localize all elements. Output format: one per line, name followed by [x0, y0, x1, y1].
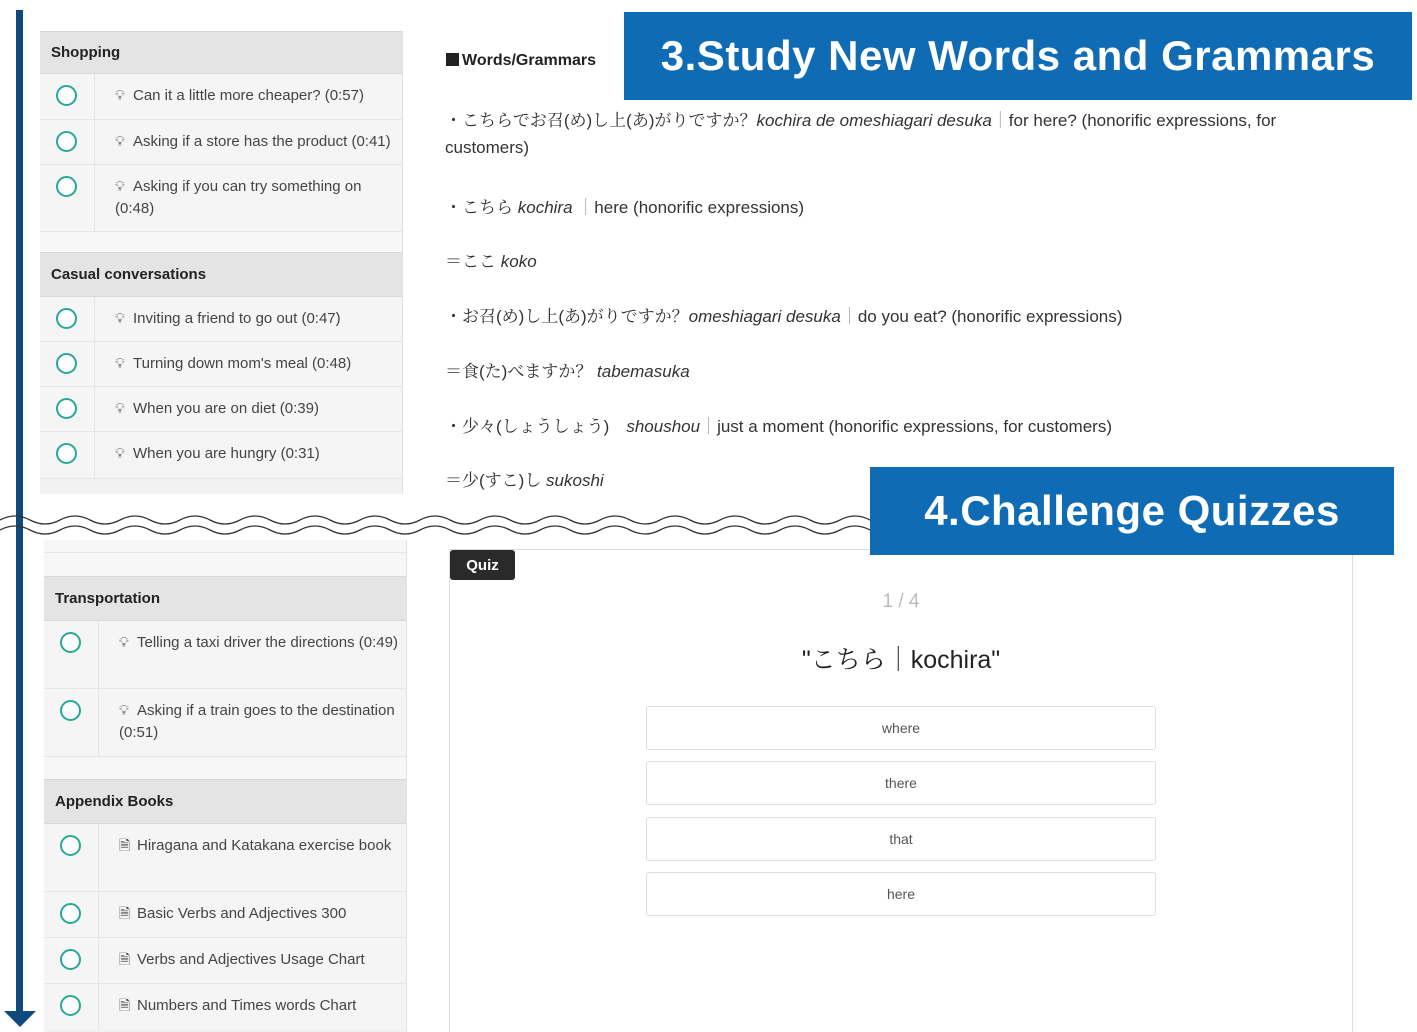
- romaji: koko: [500, 252, 537, 271]
- study-banner: 3.Study New Words and Grammars: [624, 12, 1412, 100]
- section-title: Casual conversations: [51, 266, 207, 283]
- lightbulb-icon: 💡︎: [115, 133, 125, 149]
- jp-text: ・こちら: [445, 198, 518, 217]
- lesson-label: When you are hungry (0:31): [133, 445, 320, 462]
- book-item[interactable]: [44, 824, 406, 892]
- lesson-label: Telling a taxi driver the directions (0:49): [137, 634, 398, 651]
- section-header-transportation: [44, 576, 406, 621]
- circle-icon: [60, 903, 81, 924]
- meaning-cont: customers): [445, 138, 530, 157]
- section-gap: [44, 757, 406, 779]
- lightbulb-icon: 💡︎: [119, 702, 129, 718]
- meaning: do you eat? (honorific expressions): [857, 307, 1123, 326]
- lightbulb-icon: 💡︎: [115, 87, 125, 103]
- romaji: kochira: [517, 198, 573, 217]
- cut-row: [44, 540, 406, 553]
- circle-icon: [56, 176, 77, 197]
- meaning: just a moment (honorific expressions, for customers): [717, 417, 1112, 436]
- romaji: kochira de omeshiagari desuka: [756, 111, 992, 130]
- completion-checkbox[interactable]: [44, 689, 99, 756]
- lesson-item[interactable]: [40, 342, 402, 387]
- section-header-shopping: [40, 31, 402, 74]
- lesson-list-top: [40, 31, 403, 494]
- separator: ｜: [840, 307, 858, 326]
- section-header-appendix: [44, 779, 406, 824]
- lesson-item[interactable]: [40, 165, 402, 232]
- circle-icon: [56, 398, 77, 419]
- lightbulb-icon: 💡︎: [115, 178, 125, 194]
- lesson-item[interactable]: [40, 120, 402, 165]
- grammar-line-7: [445, 466, 604, 491]
- grammar-line-6: [445, 412, 1112, 437]
- document-icon: 🗎︎: [119, 997, 131, 1013]
- completion-checkbox[interactable]: [40, 297, 95, 341]
- lesson-label: Can it a little more cheaper? (0:57): [133, 87, 364, 104]
- document-icon: 🗎︎: [119, 837, 131, 853]
- section-gap: [40, 232, 402, 252]
- section-gap: [44, 553, 406, 576]
- circle-icon: [60, 835, 81, 856]
- lesson-item[interactable]: [44, 621, 406, 689]
- section-title: Appendix Books: [55, 793, 174, 810]
- jp-text: ＝食(た)べますか？: [445, 362, 598, 381]
- quiz-banner: 4.Challenge Quizzes: [870, 467, 1394, 555]
- jp-text: ・少々(しょうしょう): [445, 417, 627, 436]
- lesson-label: Asking if a train goes to the destination (0:51): [119, 702, 395, 741]
- quiz-option-button[interactable]: there: [646, 761, 1156, 805]
- grammar-line-5: [445, 357, 690, 382]
- quiz-option-button[interactable]: where: [646, 706, 1156, 750]
- grammar-line-4: [445, 302, 1122, 327]
- circle-icon: [56, 131, 77, 152]
- romaji: omeshiagari desuka: [688, 307, 841, 326]
- romaji: shoushou: [626, 417, 701, 436]
- completion-checkbox[interactable]: [44, 824, 99, 891]
- document-icon: 🗎︎: [119, 951, 131, 967]
- completion-checkbox[interactable]: [40, 342, 95, 386]
- document-icon: 🗎︎: [119, 905, 131, 921]
- completion-checkbox[interactable]: [44, 984, 99, 1030]
- lightbulb-icon: 💡︎: [115, 310, 125, 326]
- lesson-label: Asking if you can try something on (0:48): [115, 178, 362, 217]
- quiz-option-button[interactable]: here: [646, 872, 1156, 916]
- lightbulb-icon: 💡︎: [115, 445, 125, 461]
- lightbulb-icon: 💡︎: [115, 400, 125, 416]
- circle-icon: [60, 700, 81, 721]
- circle-icon: [56, 353, 77, 374]
- separator: ｜: [991, 111, 1009, 130]
- completion-checkbox[interactable]: [40, 165, 95, 231]
- lightbulb-icon: 💡︎: [119, 634, 129, 650]
- book-label: Basic Verbs and Adjectives 300: [137, 905, 347, 922]
- lightbulb-icon: 💡︎: [115, 355, 125, 371]
- progress-arrow-head-icon: [4, 1011, 36, 1027]
- separator: ｜: [700, 417, 718, 436]
- romaji: tabemasuka: [597, 362, 690, 381]
- wave-divider: [0, 510, 880, 540]
- section-title: Shopping: [51, 44, 121, 61]
- lesson-label: Inviting a friend to go out (0:47): [133, 310, 341, 327]
- circle-icon: [56, 85, 77, 106]
- romaji: sukoshi: [546, 471, 604, 490]
- words-heading: [446, 52, 596, 70]
- completion-checkbox[interactable]: [44, 892, 99, 937]
- lesson-list-bottom: [44, 540, 407, 1032]
- book-item[interactable]: [44, 984, 406, 1030]
- square-bullet-icon: [446, 53, 459, 66]
- book-item[interactable]: [44, 892, 406, 938]
- completion-checkbox[interactable]: [44, 621, 99, 688]
- lesson-label: Turning down mom's meal (0:48): [133, 355, 352, 372]
- jp-text: ・お召(め)し上(あ)がりですか？: [445, 307, 689, 326]
- lesson-item[interactable]: [40, 297, 402, 342]
- quiz-tag: Quiz: [450, 550, 515, 580]
- grammar-line-3: [445, 247, 537, 272]
- lesson-label: Asking if a store has the product (0:41): [133, 133, 391, 150]
- circle-icon: [56, 443, 77, 464]
- jp-text: ＝ここ: [445, 252, 501, 271]
- lesson-item[interactable]: [44, 689, 406, 757]
- book-label: Numbers and Times words Chart: [137, 997, 357, 1014]
- quiz-option-button[interactable]: that: [646, 817, 1156, 861]
- section-title: Transportation: [55, 590, 161, 607]
- circle-icon: [60, 995, 81, 1016]
- completion-checkbox[interactable]: [40, 120, 95, 164]
- separator: ｜: [577, 198, 595, 217]
- meaning: for here? (honorific expressions, for: [1008, 111, 1277, 130]
- book-label: Verbs and Adjectives Usage Chart: [137, 951, 365, 968]
- lesson-item[interactable]: [40, 432, 402, 479]
- completion-checkbox[interactable]: [40, 432, 95, 478]
- grammar-line-1-cont: [445, 138, 529, 158]
- book-label: Hiragana and Katakana exercise book: [137, 837, 392, 854]
- grammar-line-2: [445, 193, 804, 218]
- meaning: here (honorific expressions): [594, 198, 805, 217]
- lesson-item[interactable]: [40, 74, 402, 120]
- quiz-question: "こちら｜kochira": [801, 646, 1001, 674]
- grammar-line-1: [445, 106, 1276, 131]
- circle-icon: [56, 308, 77, 329]
- lesson-label: When you are on diet (0:39): [133, 400, 319, 417]
- circle-icon: [60, 949, 81, 970]
- completion-checkbox[interactable]: [40, 74, 95, 119]
- jp-text: ＝少(すこ)し: [445, 471, 547, 490]
- section-header-casual: [40, 252, 402, 297]
- lesson-item[interactable]: [40, 387, 402, 432]
- jp-text: ・こちらでお召(め)し上(あ)がりですか？: [445, 111, 757, 130]
- words-heading-text: Words/Grammars: [462, 52, 596, 69]
- book-item[interactable]: [44, 938, 406, 984]
- completion-checkbox[interactable]: [44, 938, 99, 983]
- quiz-counter: 1 / 4: [882, 591, 920, 612]
- circle-icon: [60, 632, 81, 653]
- completion-checkbox[interactable]: [40, 387, 95, 431]
